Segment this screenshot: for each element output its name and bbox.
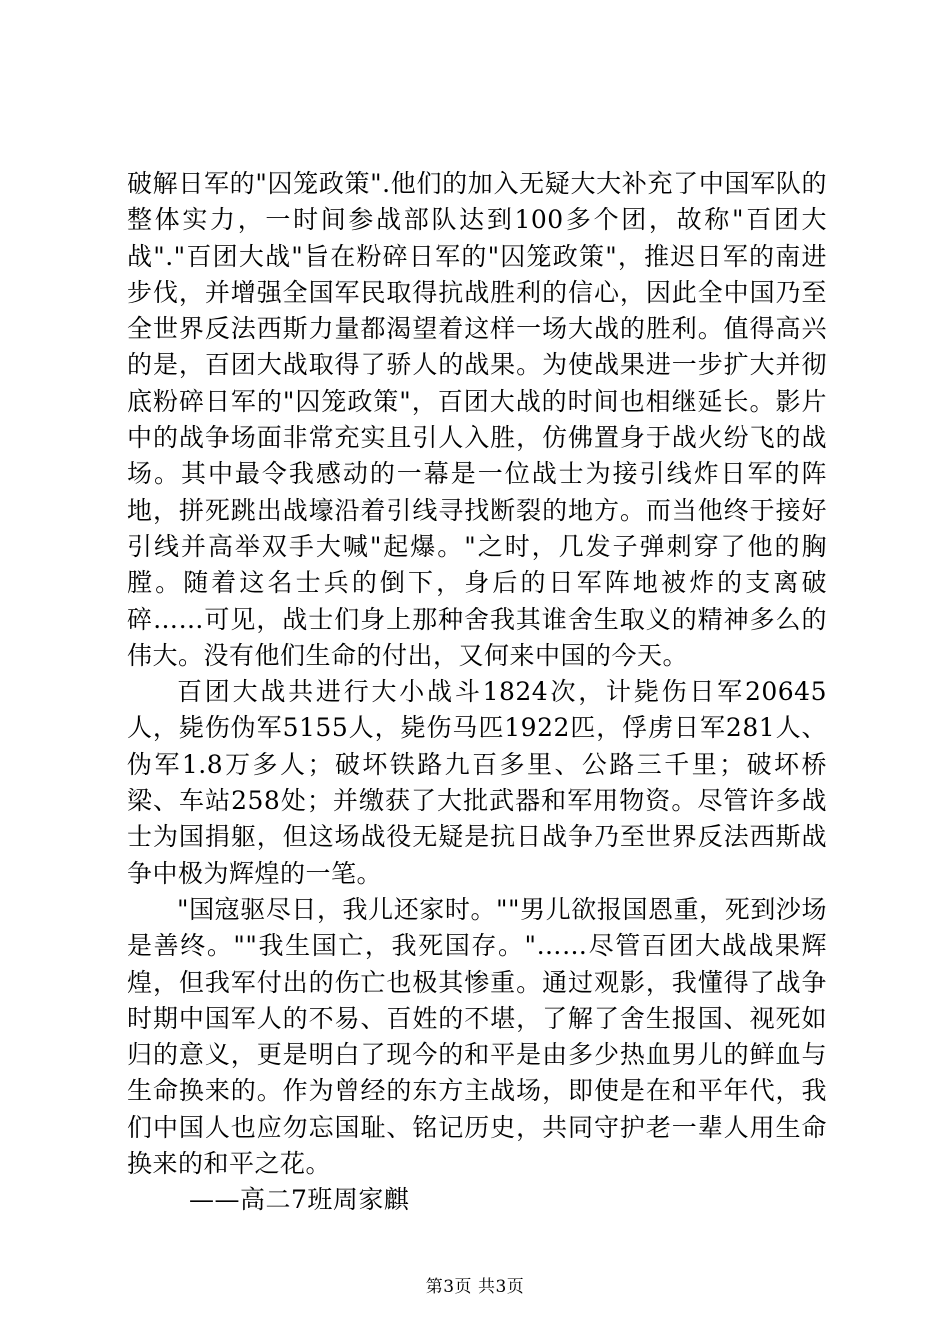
- paragraph-1: 破解日军的"囚笼政策".他们的加入无疑大大补充了中国军队的整体实力，一时间参战部队达到100多个团，故称"百团大战"."百团大战"旨在粉碎日军的"囚笼政策"，推迟日军的南进步伐，并增强全国军民取得抗战胜利的信心，因此全中国乃至全世界反法西斯力量都渴望着这样一场大战的胜利。值得高兴的是，百团大战取得了骄人的战果。为使战果进一步扩大并彻底粉碎日军的"囚笼政策"，百团大战的时间也相继延长。影片中的战争场面非常充实且引人入胜，仿佛置身于战火纷飞的战场。其中最令我感动的一幕是一位战士为接引线炸日军的阵地，拼死跳出战壕沿着引线寻找断裂的地方。而当他终于接好引线并高举双手大喊"起爆。"之时，几发子弹刺穿了他的胸膛。随着这名士兵的倒下，身后的日军阵地被炸的支离破碎……可见，战士们身上那种舍我其谁舍生取义的精神多么的伟大。没有他们生命的付出，又何来中国的今天。: [127, 169, 827, 670]
- author-signature: ——高二7班周家麒: [189, 1185, 410, 1215]
- document-body: [127, 166, 827, 1219]
- paragraph-3: "国寇驱尽日，我儿还家时。""男儿欲报国恩重，死到沙场是善终。""我生国亡，我死国存。"……尽管百团大战战果辉煌，但我军付出的伤亡也极其惨重。通过观影，我懂得了战争时期中国军人的不易、百姓的不堪，了解了舍生报国、视死如归的意义，更是明白了现今的和平是由多少热血男儿的鲜血与生命换来的。作为曾经的东方主战场，即使是在和平年代，我们中国人也应勿忘国耻、铭记历史，共同守护老一辈人用生命换来的和平之花。: [127, 894, 827, 1179]
- paragraph-2: 百团大战共进行大小战斗1824次，计毙伤日军20645人，毙伤伪军5155人，毙伤马匹1922匹，俘虏日军281人、伪军1.8万多人；破坏铁路九百多里、公路三千里；破坏桥梁、车站258处；并缴获了大批武器和军用物资。尽管许多战士为国捐躯，但这场战役无疑是抗日战争乃至世界反法西斯战争中极为辉煌的一笔。: [127, 677, 827, 888]
- page-footer: 第3页 共3页: [425, 1277, 525, 1297]
